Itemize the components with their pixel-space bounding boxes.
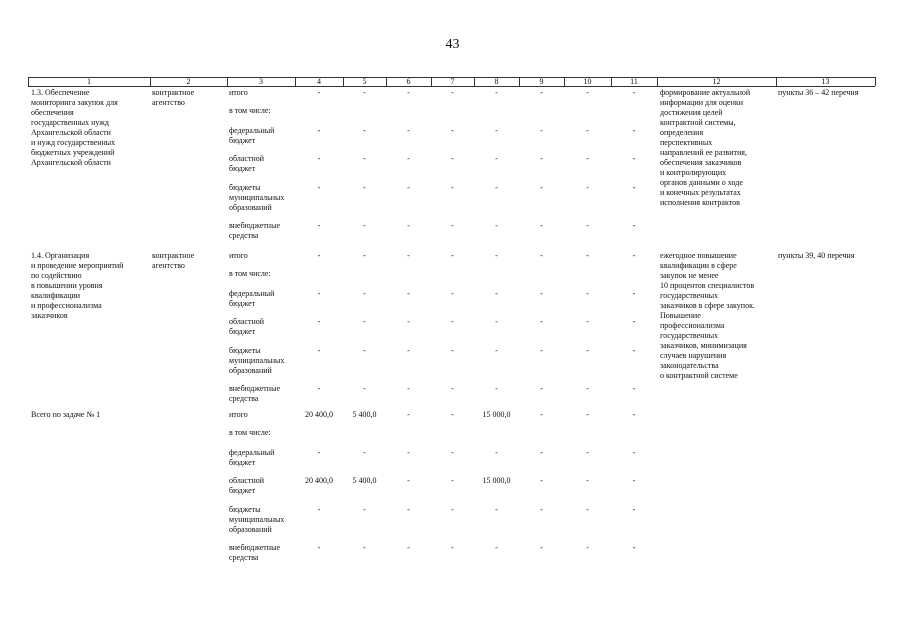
funding-source-label: бюджеты муниципальных образований [229, 183, 285, 212]
amount-cell: - [451, 476, 454, 485]
amount-cell: - [407, 505, 410, 514]
amount-cell: - [317, 543, 321, 552]
amount-cell: - [586, 543, 589, 552]
amount-cell: - [451, 126, 454, 135]
amount-cell: - [407, 289, 410, 298]
amount-cell: - [317, 126, 321, 135]
expected-result: формирование актуальной информации для оценки достижения целей контрактной системы, определения перспективных направлений ее развития, обеспечения заказчиков и контролирующих органов данными о ходе и конечных результатах исполнения контрактов [660, 88, 751, 207]
amount-cell: - [407, 183, 410, 192]
indicator-link: пункты 39, 40 перечня [778, 251, 855, 260]
amount-cell: 5 400,0 [352, 476, 377, 485]
amount-cell: - [586, 448, 589, 457]
column-number: 5 [362, 77, 367, 86]
amount-cell: - [540, 410, 543, 419]
funding-source-label: в том числе: [229, 428, 271, 437]
amount-cell: - [407, 384, 410, 393]
amount-cell: - [586, 384, 589, 393]
amount-cell: - [632, 505, 636, 514]
amount-cell: 20 400,0 [305, 410, 333, 419]
amount-cell: - [451, 221, 454, 230]
amount-cell: - [363, 317, 366, 326]
amount-cell: 20 400,0 [305, 476, 333, 485]
column-number: 3 [259, 77, 263, 86]
amount-cell: - [632, 384, 636, 393]
column-number: 6 [406, 77, 411, 86]
amount-cell: - [540, 126, 543, 135]
funding-source-label: бюджеты муниципальных образований [229, 505, 285, 534]
column-number: 4 [317, 77, 321, 86]
amount-cell: - [495, 126, 498, 135]
executor: контрактное агентство [152, 88, 195, 107]
amount-cell: - [317, 317, 321, 326]
amount-cell: - [317, 251, 321, 260]
amount-cell: - [495, 221, 498, 230]
amount-cell: - [317, 289, 321, 298]
funding-source-label: федеральный бюджет [229, 126, 275, 145]
amount-cell: - [586, 126, 589, 135]
amount-cell: - [317, 448, 321, 457]
amount-cell: - [363, 505, 366, 514]
amount-cell: - [632, 410, 636, 419]
amount-cell: - [451, 317, 454, 326]
column-number: 12 [712, 77, 721, 86]
amount-cell: - [586, 346, 589, 355]
amount-cell: - [540, 448, 543, 457]
amount-cell: - [495, 346, 498, 355]
amount-cell: - [451, 251, 454, 260]
amount-cell: - [407, 448, 410, 457]
amount-cell: - [495, 251, 498, 260]
amount-cell: - [586, 251, 589, 260]
amount-cell: - [540, 183, 543, 192]
amount-cell: - [632, 251, 636, 260]
amount-cell: - [495, 317, 498, 326]
expected-result: ежегодное повышение квалификации в сфере закупок не менее 10 процентов специалистов государственных заказчиков в сфере закупок. Повышение профессионализма государственных заказчиков, минимизация случаев нарушения законодательства о контрактной системе [660, 251, 755, 380]
amount-cell: - [407, 154, 410, 163]
column-number: 10 [583, 77, 592, 86]
amount-cell: - [317, 88, 321, 97]
amount-cell: - [632, 317, 636, 326]
amount-cell: - [363, 448, 366, 457]
amount-cell: - [451, 154, 454, 163]
amount-cell: - [363, 126, 366, 135]
amount-cell: - [586, 410, 589, 419]
amount-cell: - [495, 384, 498, 393]
amount-cell: - [451, 346, 454, 355]
amount-cell: - [632, 476, 636, 485]
amount-cell: - [407, 126, 410, 135]
task-name: 1.3. Обеспечение мониторинга закупок для обеспечения государственных нужд Архангельской области и нужд государственных бюджетных учреждений Архангельской области [31, 88, 118, 167]
amount-cell: - [495, 505, 498, 514]
amount-cell: - [632, 289, 636, 298]
amount-cell: - [495, 448, 498, 457]
funding-source-label: областной бюджет [229, 476, 265, 495]
funding-source-label: областной бюджет [229, 154, 265, 173]
amount-cell: - [586, 317, 589, 326]
amount-cell: - [540, 154, 543, 163]
amount-cell: - [540, 346, 543, 355]
funding-source-label: в том числе: [229, 269, 271, 278]
amount-cell: - [407, 410, 410, 419]
amount-cell: - [363, 384, 366, 393]
amount-cell: - [363, 183, 366, 192]
amount-cell: - [632, 448, 636, 457]
amount-cell: - [632, 88, 636, 97]
amount-cell: - [451, 88, 454, 97]
amount-cell: - [495, 183, 498, 192]
column-number: 13 [821, 77, 830, 86]
amount-cell: - [363, 251, 366, 260]
amount-cell: - [407, 346, 410, 355]
amount-cell: - [540, 384, 543, 393]
column-number: 8 [494, 77, 499, 86]
amount-cell: - [317, 183, 321, 192]
amount-cell: - [317, 505, 321, 514]
amount-cell: 15 000,0 [482, 410, 511, 419]
amount-cell: - [407, 221, 410, 230]
amount-cell: - [451, 448, 454, 457]
amount-cell: - [540, 221, 543, 230]
column-number: 1 [87, 77, 91, 86]
amount-cell: - [586, 505, 589, 514]
funding-source-label: итого [229, 88, 248, 97]
amount-cell: - [540, 251, 543, 260]
amount-cell: - [586, 183, 589, 192]
amount-cell: - [451, 543, 454, 552]
amount-cell: - [363, 289, 366, 298]
amount-cell: - [540, 317, 543, 326]
funding-source-label: в том числе: [229, 106, 271, 115]
column-number: 9 [539, 77, 544, 86]
amount-cell: - [632, 346, 636, 355]
funding-source-label: федеральный бюджет [229, 289, 275, 308]
amount-cell: - [407, 543, 410, 552]
amount-cell: - [363, 346, 366, 355]
amount-cell: - [632, 126, 636, 135]
funding-source-label: итого [229, 251, 248, 260]
header-bottom-rule [28, 86, 875, 87]
amount-cell: - [451, 384, 454, 393]
funding-source-label: внебюджетные средства [229, 384, 280, 403]
funding-source-label: федеральный бюджет [229, 448, 275, 467]
header-column-divider [875, 77, 876, 86]
amount-cell: - [540, 505, 543, 514]
funding-source-label: бюджеты муниципальных образований [229, 346, 285, 375]
amount-cell: - [407, 317, 410, 326]
amount-cell: 15 000,0 [482, 476, 511, 485]
task-name: Всего по задаче № 1 [31, 410, 101, 419]
amount-cell: - [317, 154, 321, 163]
amount-cell: - [586, 88, 589, 97]
amount-cell: - [407, 88, 410, 97]
column-number: 11 [630, 77, 638, 86]
amount-cell: - [363, 88, 366, 97]
column-number: 2 [186, 77, 191, 86]
amount-cell: - [317, 221, 321, 230]
amount-cell: - [495, 543, 498, 552]
amount-cell: - [451, 289, 454, 298]
funding-source-label: итого [229, 410, 248, 419]
amount-cell: - [632, 221, 636, 230]
amount-cell: - [363, 221, 366, 230]
amount-cell: - [363, 154, 366, 163]
amount-cell: - [632, 543, 636, 552]
amount-cell: - [451, 505, 454, 514]
amount-cell: - [586, 221, 589, 230]
amount-cell: - [632, 183, 636, 192]
page-number: 43 [445, 37, 460, 52]
funding-source-label: внебюджетные средства [229, 221, 280, 240]
amount-cell: - [586, 476, 589, 485]
column-number: 7 [450, 77, 455, 86]
amount-cell: - [540, 88, 543, 97]
funding-source-label: областной бюджет [229, 317, 265, 336]
amount-cell: - [407, 476, 410, 485]
executor: контрактное агентство [152, 251, 195, 270]
amount-cell: 5 400,0 [352, 410, 377, 419]
amount-cell: - [586, 289, 589, 298]
amount-cell: - [451, 183, 454, 192]
amount-cell: - [540, 476, 543, 485]
amount-cell: - [495, 154, 498, 163]
amount-cell: - [451, 410, 454, 419]
amount-cell: - [317, 384, 321, 393]
amount-cell: - [540, 543, 543, 552]
indicator-link: пункты 36 – 42 перечня [778, 88, 859, 97]
amount-cell: - [363, 543, 366, 552]
amount-cell: - [495, 289, 498, 298]
funding-source-label: внебюджетные средства [229, 543, 280, 562]
amount-cell: - [317, 346, 321, 355]
amount-cell: - [586, 154, 589, 163]
amount-cell: - [495, 88, 498, 97]
amount-cell: - [540, 289, 543, 298]
task-name: 1.4. Организация и проведение мероприятий по содействию в повышении уровня квалификации и профессионализма заказчиков [31, 251, 124, 320]
amount-cell: - [407, 251, 410, 260]
amount-cell: - [632, 154, 636, 163]
